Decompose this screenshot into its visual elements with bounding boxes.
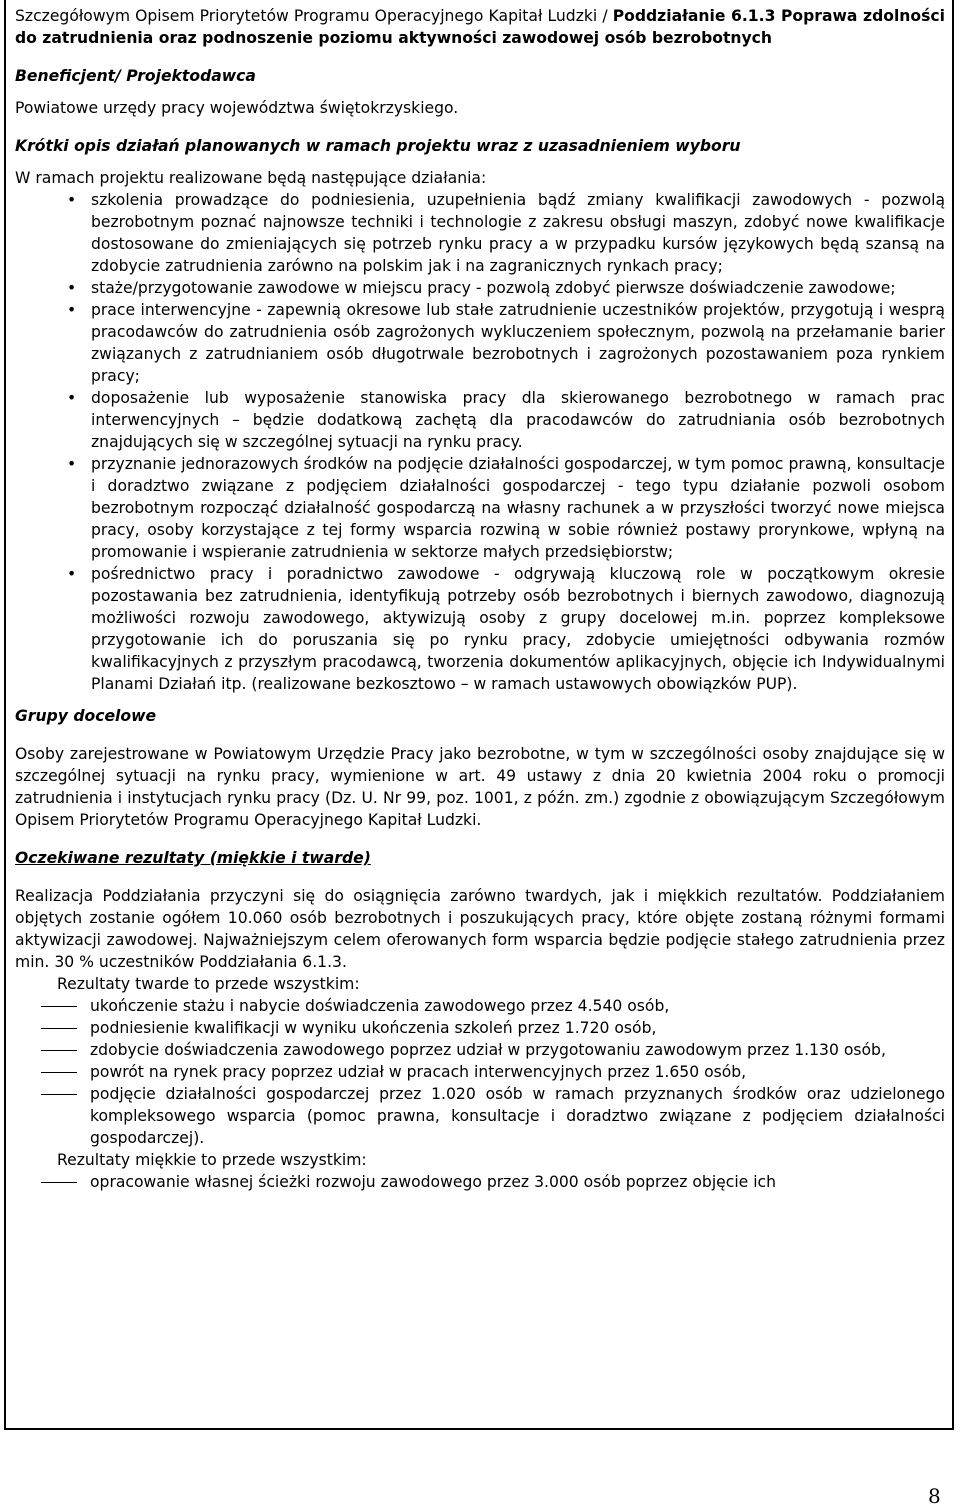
list-item: • staże/przygotowanie zawodowe w miejscu pracy - pozwolą zdobyć pierwsze doświadczenie zawodowe; — [67, 279, 896, 297]
list-item: • prace interwencyjne - zapewnią okresowe lub stałe zatrudnienie uczestników projektów, przygotują i wesprą pracodawców do zatrudnienia osób zagrożonych wykluczeniem społecznym, pozwolą na przełamanie barier związanych z zatrudnianiem osób długotrwale bezrobotnych i zagrożonych pozostawaniem poza rynkiem pracy; — [67, 301, 945, 385]
list-item: zdobycie doświadczenia zawodowego poprzez udział w przygotowaniu zawodowym przez 1.130 osób, — [15, 1039, 945, 1061]
document-body — [15, 5, 945, 1193]
actions-heading: Krótki opis działań planowanych w ramach projektu wraz z uzasadnieniem wyboru — [15, 137, 741, 155]
bullet-icon: • — [67, 279, 77, 297]
bullet-icon: • — [67, 455, 77, 473]
dash-icon — [41, 1006, 77, 1007]
bullet-icon: • — [67, 565, 77, 583]
target-groups-text: Osoby zarejestrowane w Powiatowym Urzędzie Pracy jako bezrobotne, w tym w szczególności osoby znajdujące się w szczególnej sytuacji na rynku pracy, wymienione w art. 49 ustawy z dnia 20 kwietnia 2004 roku o promocji zatrudnienia i instytucjach rynku pracy (Dz. U. Nr 99, poz. 1001, z późn. zm.) zgodnie z obowiązującym Szczegółowym Opisem Priorytetów Programu Operacyjnego Kapitał Ludzki. — [15, 745, 945, 829]
actions-intro: W ramach projektu realizowane będą następujące działania: — [15, 169, 487, 187]
page-number: 8 — [928, 1484, 941, 1508]
list-item: • doposażenie lub wyposażenie stanowiska pracy dla skierowanego bezrobotnego w ramach prac interwencyjnych – będzie dodatkową zachętą dla pracodawców do zatrudniania osób bezrobotnych znajdujących się w szczególnej sytuacji na rynku pracy. — [67, 389, 945, 451]
dash-icon — [41, 1094, 77, 1095]
list-item: podniesienie kwalifikacji w wyniku ukończenia szkoleń przez 1.720 osób, — [15, 1017, 945, 1039]
list-item: • przyznanie jednorazowych środków na podjęcie działalności gospodarczej, w tym pomoc prawną, konsultacje i doradztwo związane z podjęciem działalności gospodarczej - tego typu działanie pozwoli osobom bezrobotnym rozpocząć działalność gospodarczą na własny rachunek a w przyszłości tworzyć nowe miejsca pracy, osoby korzystające z tej formy wsparcia rozwiną w sobie również postawy prorynkowe, wpłyną na promowanie i wspieranie zatrudnienia w sektorze małych przedsiębiorstw; — [67, 455, 945, 561]
list-item: opracowanie własnej ścieżki rozwoju zawodowego przez 3.000 osób poprzez objęcie ich — [15, 1171, 945, 1193]
dash-icon — [41, 1050, 77, 1051]
list-item: • szkolenia prowadzące do podniesienia, uzupełnienia bądź zmiany kwalifikacji zawodowych - pozwolą bezrobotnym poznać najnowsze techniki i technologie z zakresu obsługi maszyn, zdobyć nowe kwalifikacje dostosowane do zmieniających się potrzeb rynku pracy a w przypadku kursów językowych będą szansą na zdobycie zatrudnienia zarówno na polskim jak i na zagranicznych rynkach pracy; — [67, 191, 945, 275]
target-groups-heading: Grupy docelowe — [15, 707, 157, 725]
dash-icon — [41, 1182, 77, 1183]
beneficiary-heading: Beneficjent/ Projektodawca — [15, 67, 256, 85]
soft-results-list — [15, 1171, 945, 1193]
results-heading: Oczekiwane rezultaty (miękkie i twarde) — [15, 849, 371, 867]
dash-icon — [41, 1028, 77, 1029]
list-item: powrót na rynek pracy poprzez udział w pracach interwencyjnych przez 1.650 osób, — [15, 1061, 945, 1083]
bullet-icon: • — [67, 191, 77, 209]
bullet-icon: • — [67, 389, 77, 407]
beneficiary-text: Powiatowe urzędy pracy województwa świętokrzyskiego. — [15, 99, 459, 117]
list-item: ukończenie stażu i nabycie doświadczenia zawodowego przez 4.540 osób, — [15, 995, 945, 1017]
bullet-icon: • — [67, 301, 77, 319]
soft-results-label: Rezultaty miękkie to przede wszystkim: — [57, 1151, 367, 1169]
hard-results-label: Rezultaty twarde to przede wszystkim: — [57, 975, 360, 993]
list-item: • pośrednictwo pracy i poradnictwo zawodowe - odgrywają kluczową role w początkowym okresie pozostawania bez zatrudnienia, identyfikują potrzeby osób bezrobotnych i biernych zawodowo, diagnozują możliwości rozwoju zawodowego, aktywizują osoby z grupy docelowej m.in. poprzez kompleksowe przygotowanie ich do poruszania się po rynku pracy, zdobycie umiejętności odbywania rozmów kwalifikacyjnych z przyszłym pracodawcą, tworzenia dokumentów aplikacyjnych, objęcie ich Indywidualnymi Planami Działań itp. (realizowane bezkosztowo – w ramach ustawowych obowiązków PUP). — [67, 565, 945, 693]
header-line: Szczegółowym Opisem Priorytetów Programu Operacyjnego Kapitał Ludzki / Poddziałanie 6.1.3 Poprawa zdolności do zatrudnienia oraz podnoszenie poziomu aktywności zawodowej osób bezrobotnych — [15, 7, 945, 47]
dash-icon — [41, 1072, 77, 1073]
list-item: podjęcie działalności gospodarczej przez 1.020 osób w ramach przyznanych środków oraz udzielonego kompleksowego wsparcia (pomoc prawna, konsultacje i doradztwo związane z podjęciem działalności gospodarczej). — [15, 1083, 945, 1149]
actions-list — [15, 189, 945, 695]
results-text: Realizacja Poddziałania przyczyni się do osiągnięcia zarówno twardych, jak i miękkich rezultatów. Poddziałaniem objętych zostanie ogółem 10.060 osób bezrobotnych i poszukujących pracy, które objęte zostaną różnymi formami aktywizacji zawodowej. Najważniejszym celem oferowanych form wsparcia będzie podjęcie stałego zatrudnienia przez min. 30 % uczestników Poddziałania 6.1.3. — [15, 887, 945, 971]
hard-results-list — [15, 995, 945, 1149]
